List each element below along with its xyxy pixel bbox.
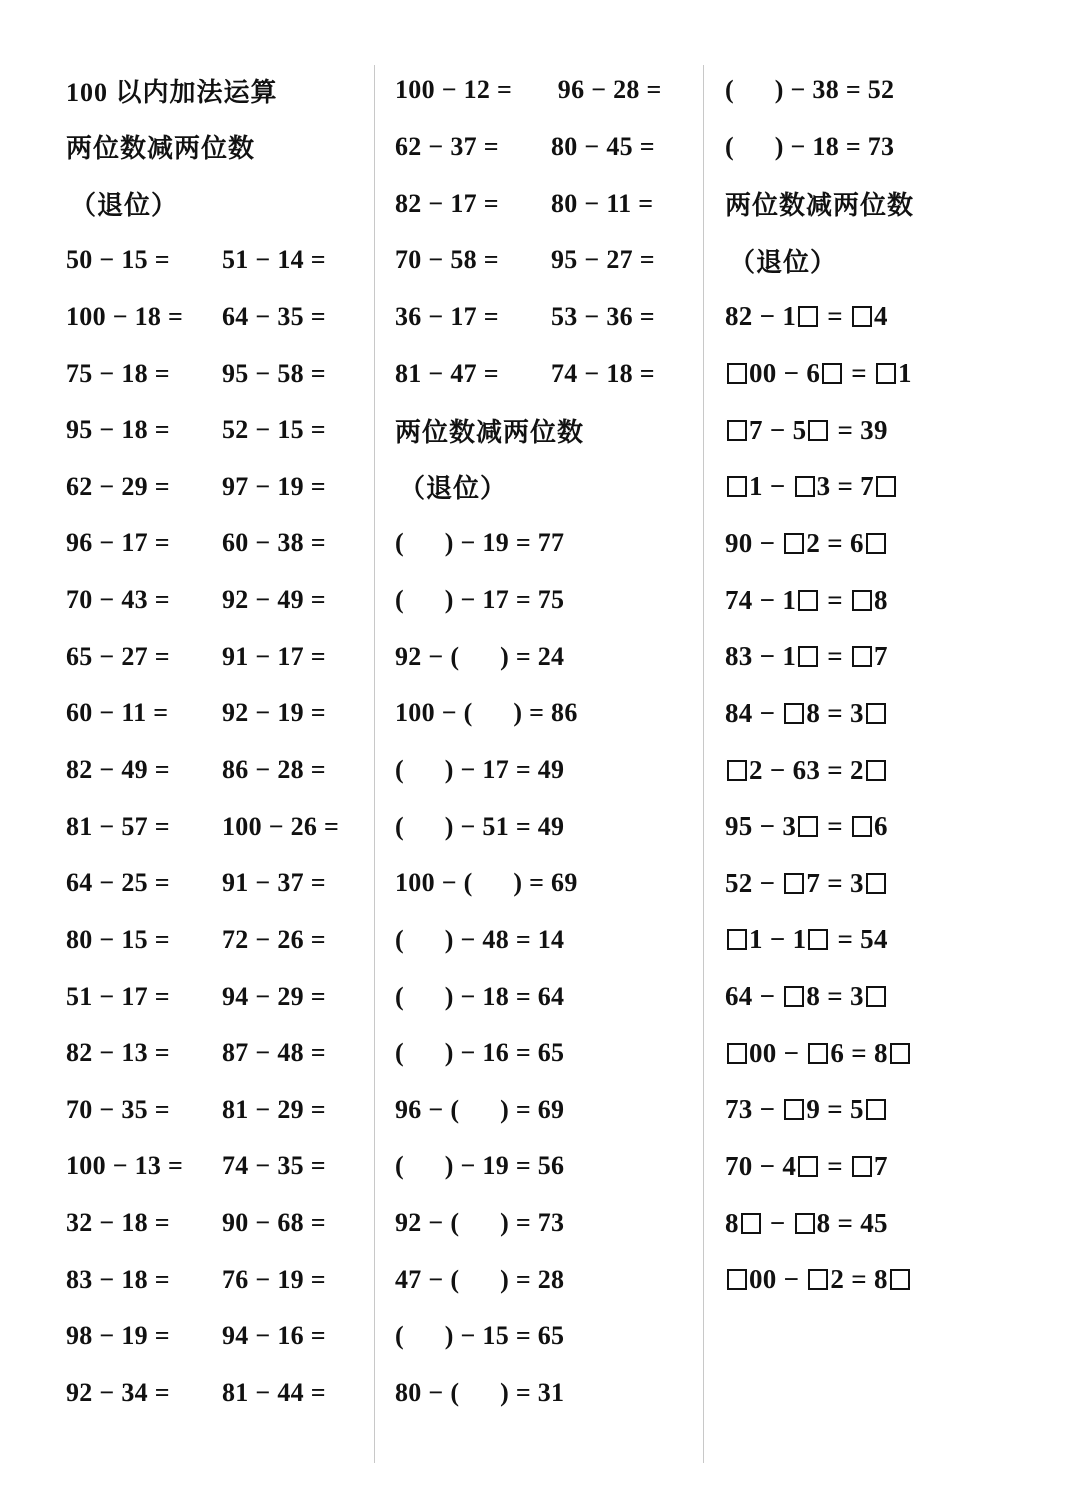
blank-digit-box — [822, 363, 842, 384]
puzzle-text: = — [820, 641, 850, 672]
subtraction-problem: 65 − 27 = — [66, 641, 170, 671]
problem-row — [66, 1082, 366, 1139]
subtraction-problem: 74 − 35 = — [222, 1151, 326, 1181]
subtraction-problem: 82 − 49 = — [66, 755, 170, 784]
problem-row — [66, 232, 366, 289]
digit-puzzle-row — [725, 515, 1025, 572]
subtraction-problem: 81 − 44 = — [222, 1378, 326, 1408]
fill-in-problem: ( ) − 17 = 75 — [395, 585, 565, 615]
subtraction-problem: 91 − 17 = — [222, 641, 326, 671]
problem-row — [66, 1251, 366, 1308]
puzzle-text: 1 − — [749, 471, 793, 502]
subtraction-problem: 86 − 28 = — [222, 755, 326, 784]
fill-in-problem: ( ) − 15 = 65 — [395, 1321, 565, 1351]
digit-puzzle-row — [725, 1195, 1025, 1252]
subtraction-problem: 83 − 18 = — [66, 1264, 170, 1294]
puzzle-text: 4 — [873, 301, 888, 332]
problem-row — [66, 289, 366, 346]
blank-digit-box — [798, 646, 818, 667]
blank-digit-box — [866, 760, 886, 781]
blank-digit-box — [798, 306, 818, 327]
blank-digit-box — [866, 986, 886, 1007]
subtraction-problem: 98 − 19 = — [66, 1321, 170, 1351]
digit-puzzle-row — [725, 628, 1025, 685]
digit-puzzle-row — [725, 1025, 1025, 1082]
puzzle-text: = 54 — [830, 924, 888, 955]
blank-digit-box — [795, 476, 815, 497]
fill-in-problem: ( ) − 19 = 77 — [395, 528, 565, 558]
fill-in-problem: ( ) − 19 = 56 — [395, 1151, 565, 1181]
blank-digit-box — [852, 816, 872, 837]
blank-digit-box — [852, 646, 872, 667]
puzzle-text: 8 = 45 — [816, 1207, 888, 1238]
puzzle-text: 90 − — [725, 527, 783, 558]
problem-row — [66, 572, 366, 629]
digit-puzzle-row — [725, 968, 1025, 1025]
puzzle-text: 9 = 5 — [806, 1094, 864, 1125]
subtraction-problem: 92 − 34 = — [66, 1378, 170, 1408]
puzzle-text: 7 − 5 — [749, 414, 807, 445]
column-2 — [395, 62, 695, 1421]
digit-puzzle-row — [725, 458, 1025, 515]
fill-in-problem: ( ) − 17 = 49 — [395, 755, 565, 784]
fill-in-problem: 80 − ( ) = 31 — [395, 1378, 565, 1408]
problem-row — [395, 175, 695, 232]
subtraction-problem: 82 − 17 = — [395, 188, 499, 218]
subtraction-problem: 52 − 15 = — [222, 415, 326, 445]
digit-puzzle-row — [725, 912, 1025, 969]
subtraction-problem: 70 − 43 = — [66, 585, 170, 615]
puzzle-text: = — [820, 1150, 850, 1181]
subtraction-problem: 60 − 38 = — [222, 528, 326, 558]
subtraction-problem: 100 − 13 = — [66, 1151, 184, 1181]
blank-digit-box — [808, 420, 828, 441]
fill-in-list — [395, 515, 695, 1421]
subtraction-problem: 75 − 18 = — [66, 358, 170, 388]
problem-row — [66, 742, 366, 799]
problem-row — [66, 1025, 366, 1082]
puzzle-text: = — [820, 301, 850, 332]
puzzle-text: 82 − 1 — [725, 301, 797, 332]
subtraction-problem: 80 − 45 = — [551, 131, 655, 161]
blank-digit-box — [798, 816, 818, 837]
digit-puzzle-row — [725, 1251, 1025, 1308]
subtraction-problem: 97 − 19 = — [222, 471, 326, 501]
puzzle-text: 00 − — [749, 1264, 807, 1295]
digit-puzzle-list — [725, 289, 1025, 1309]
blank-digit-box — [866, 533, 886, 554]
blank-digit-box — [852, 306, 872, 327]
subtraction-problem: 70 − 35 = — [66, 1094, 170, 1124]
blank-digit-box — [727, 929, 747, 950]
subtraction-problem: 92 − 19 = — [222, 698, 326, 728]
digit-puzzle-row — [725, 685, 1025, 742]
subtraction-problem: 51 − 17 = — [66, 981, 170, 1011]
blank-digit-box — [876, 363, 896, 384]
subtraction-problem: 94 − 16 = — [222, 1321, 326, 1351]
blank-digit-box — [852, 590, 872, 611]
blank-digit-box — [727, 363, 747, 384]
section-heading: 两位数减两位数 — [395, 417, 585, 447]
blank-digit-box — [784, 703, 804, 724]
blank-digit-box — [784, 873, 804, 894]
subtraction-problem: 96 − 17 = — [66, 528, 170, 558]
column-1 — [66, 62, 366, 1421]
digit-puzzle-row — [725, 402, 1025, 459]
puzzle-text: 84 − — [725, 697, 783, 728]
problem-row — [66, 1308, 366, 1365]
subtraction-problem: 81 − 57 = — [66, 811, 170, 841]
digit-puzzle-row — [725, 1082, 1025, 1139]
subtraction-problem: 62 − 37 = — [395, 131, 499, 161]
section-heading: 两位数减两位数 — [725, 191, 915, 221]
puzzle-text: 00 − 6 — [749, 358, 821, 389]
subtraction-problem: 94 − 29 = — [222, 981, 326, 1011]
puzzle-text: 00 − — [749, 1037, 807, 1068]
problem-row — [66, 912, 366, 969]
fill-in-problem: ( ) − 38 = 52 — [725, 75, 895, 105]
subtraction-problem: 76 − 19 = — [222, 1264, 326, 1294]
section-subheading: （退位） — [399, 474, 508, 504]
digit-puzzle-row — [725, 289, 1025, 346]
digit-puzzle-row — [725, 742, 1025, 799]
blank-digit-box — [866, 703, 886, 724]
puzzle-text: 7 = 3 — [806, 867, 864, 898]
puzzle-text: − — [762, 1207, 793, 1238]
digit-puzzle-row — [725, 855, 1025, 912]
puzzle-text: 70 − 4 — [725, 1150, 797, 1181]
blank-digit-box — [852, 1156, 872, 1177]
fill-in-problem: 92 − ( ) = 73 — [395, 1208, 565, 1238]
subtraction-problem: 53 − 36 = — [551, 301, 655, 331]
subtraction-problem: 74 − 18 = — [551, 358, 655, 388]
subtraction-problem: 51 − 14 = — [222, 245, 326, 275]
blank-digit-box — [795, 1213, 815, 1234]
subtraction-problem: 32 − 18 = — [66, 1208, 170, 1238]
puzzle-text: 2 − 63 = 2 — [749, 754, 864, 785]
puzzle-text: 1 — [897, 358, 912, 389]
digit-puzzle-row — [725, 572, 1025, 629]
problem-row — [395, 119, 695, 176]
problem-list — [66, 232, 366, 1421]
fill-in-problem: 47 − ( ) = 28 — [395, 1264, 565, 1294]
digit-puzzle-row — [725, 798, 1025, 855]
digit-puzzle-row — [725, 1138, 1025, 1195]
problem-row — [66, 1138, 366, 1195]
puzzle-text: = — [820, 811, 850, 842]
puzzle-text: = 39 — [830, 414, 888, 445]
fill-in-problem: ( ) − 18 = 73 — [725, 131, 895, 161]
puzzle-text: = — [844, 358, 874, 389]
problem-list — [395, 62, 695, 402]
problem-row — [66, 345, 366, 402]
problem-row — [66, 685, 366, 742]
puzzle-text: 8 — [873, 584, 888, 615]
subtraction-problem: 81 − 29 = — [222, 1094, 326, 1124]
blank-digit-box — [727, 420, 747, 441]
fill-in-problem: ( ) − 18 = 64 — [395, 981, 565, 1011]
blank-digit-box — [741, 1213, 761, 1234]
subtraction-problem: 80 − 11 = — [551, 188, 654, 218]
blank-digit-box — [866, 873, 886, 894]
puzzle-text: 7 — [873, 641, 888, 672]
puzzle-text: 2 = 8 — [830, 1264, 888, 1295]
blank-digit-box — [876, 476, 896, 497]
subtraction-problem: 95 − 58 = — [222, 358, 326, 388]
blank-digit-box — [890, 1043, 910, 1064]
blank-digit-box — [866, 1099, 886, 1120]
blank-digit-box — [798, 1156, 818, 1177]
subtraction-problem: 64 − 35 = — [222, 301, 326, 331]
fill-in-problem: 92 − ( ) = 24 — [395, 641, 565, 671]
puzzle-text: 8 — [725, 1207, 739, 1238]
section-subheading: （退位） — [70, 191, 179, 221]
problem-row — [66, 855, 366, 912]
puzzle-text: 7 — [873, 1150, 888, 1181]
subtraction-problem: 100 − 26 = — [222, 811, 340, 841]
blank-digit-box — [727, 476, 747, 497]
digit-puzzle-row — [725, 345, 1025, 402]
column-divider — [703, 65, 704, 1463]
puzzle-text: 8 = 3 — [806, 697, 864, 728]
problem-row — [66, 628, 366, 685]
problem-row — [395, 345, 695, 402]
blank-digit-box — [808, 1043, 828, 1064]
subtraction-problem: 91 − 37 = — [222, 868, 326, 898]
problem-row — [66, 1365, 366, 1422]
puzzle-text: = — [820, 584, 850, 615]
subtraction-problem: 100 − 12 = — [395, 75, 513, 105]
problem-row — [66, 798, 366, 855]
subtraction-problem: 90 − 68 = — [222, 1208, 326, 1238]
fill-in-list — [725, 62, 1025, 175]
subtraction-problem: 81 − 47 = — [395, 358, 499, 388]
fill-in-problem: 100 − ( ) = 69 — [395, 868, 578, 898]
subtraction-problem: 100 − 18 = — [66, 301, 184, 331]
problem-row — [395, 232, 695, 289]
problem-row — [66, 402, 366, 459]
blank-digit-box — [727, 1269, 747, 1290]
fill-in-problem: 96 − ( ) = 69 — [395, 1094, 565, 1124]
problem-row — [395, 289, 695, 346]
problem-row — [66, 515, 366, 572]
problem-row — [66, 968, 366, 1025]
blank-digit-box — [727, 1043, 747, 1064]
puzzle-text: 52 − — [725, 867, 783, 898]
column-divider — [374, 65, 375, 1463]
worksheet-title: 100 以内加法运算 — [66, 77, 278, 107]
puzzle-text: 64 − — [725, 981, 783, 1012]
fill-in-problem: ( ) − 51 = 49 — [395, 811, 565, 841]
puzzle-text: 6 = 8 — [830, 1037, 888, 1068]
subtraction-problem: 87 − 48 = — [222, 1038, 326, 1068]
subtraction-problem: 36 − 17 = — [395, 301, 499, 331]
blank-digit-box — [808, 1269, 828, 1290]
subtraction-problem: 95 − 27 = — [551, 245, 655, 275]
subtraction-problem: 64 − 25 = — [66, 868, 170, 898]
column-3 — [725, 62, 1025, 1308]
fill-in-problem: ( ) − 48 = 14 — [395, 924, 565, 954]
blank-digit-box — [727, 760, 747, 781]
fill-in-problem: 100 − ( ) = 86 — [395, 698, 578, 728]
subtraction-problem: 72 − 26 = — [222, 924, 326, 954]
blank-digit-box — [798, 590, 818, 611]
blank-digit-box — [784, 1099, 804, 1120]
puzzle-text: 73 − — [725, 1094, 783, 1125]
subtraction-problem: 82 − 13 = — [66, 1038, 170, 1068]
puzzle-text: 1 − 1 — [749, 924, 807, 955]
puzzle-text: 6 — [873, 811, 888, 842]
puzzle-text: 83 − 1 — [725, 641, 797, 672]
puzzle-text: 3 = 7 — [816, 471, 874, 502]
subtraction-problem: 80 − 15 = — [66, 924, 170, 954]
puzzle-text: 2 = 6 — [806, 527, 864, 558]
subtraction-problem: 50 − 15 = — [66, 245, 170, 275]
blank-digit-box — [808, 929, 828, 950]
subtraction-problem: 60 − 11 = — [66, 698, 169, 728]
subtraction-problem: 92 − 49 = — [222, 585, 326, 615]
problem-row — [66, 458, 366, 515]
puzzle-text: 95 − 3 — [725, 811, 797, 842]
subtraction-problem: 70 − 58 = — [395, 245, 499, 275]
section-subheading: （退位） — [729, 247, 838, 277]
subtraction-problem: 95 − 18 = — [66, 415, 170, 445]
puzzle-text: 74 − 1 — [725, 584, 797, 615]
problem-row — [395, 62, 695, 119]
blank-digit-box — [784, 533, 804, 554]
problem-row — [66, 1195, 366, 1252]
blank-digit-box — [890, 1269, 910, 1290]
subtraction-problem: 96 − 28 = — [551, 75, 662, 105]
section-heading: 两位数减两位数 — [66, 134, 256, 164]
blank-digit-box — [784, 986, 804, 1007]
puzzle-text: 8 = 3 — [806, 981, 864, 1012]
fill-in-problem: ( ) − 16 = 65 — [395, 1038, 565, 1068]
subtraction-problem: 62 − 29 = — [66, 471, 170, 501]
